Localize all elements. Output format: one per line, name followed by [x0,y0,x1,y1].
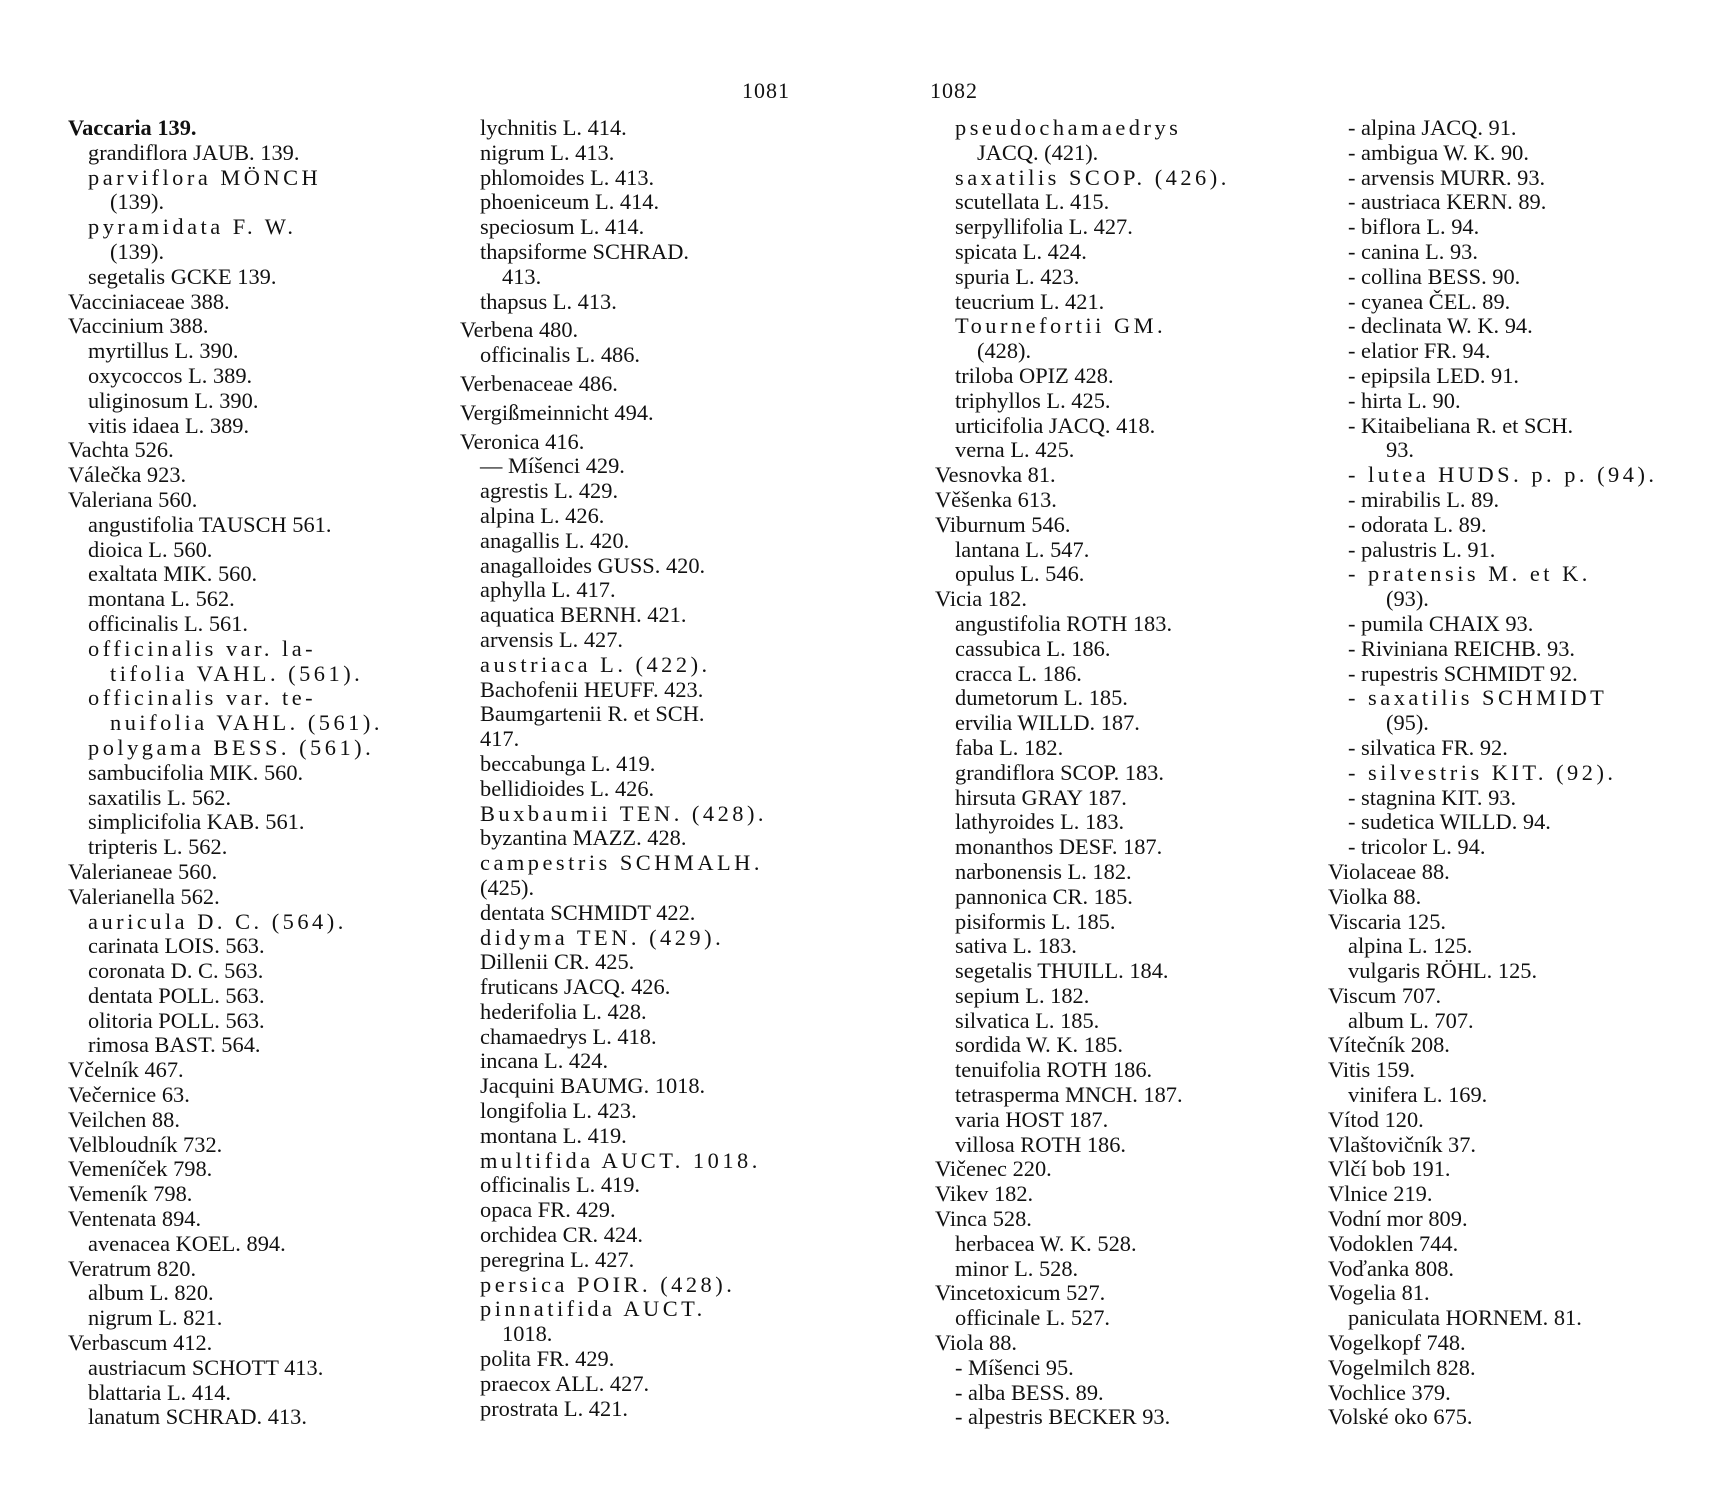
index-entry: simplicifolia KAB. 561. [88,809,305,835]
index-entry: - pumila CHAIX 93. [1348,610,1534,636]
index-entry: album L. 820. [88,1280,214,1306]
index-entry: varia HOST 187. [955,1106,1109,1132]
index-entry: Vodoklen 744. [1328,1230,1459,1256]
index-entry: urticifolia JACQ. 418. [955,412,1156,438]
index-entry: paniculata HORNEM. 81. [1348,1305,1582,1331]
index-entry: angustifolia TAUSCH 561. [88,511,332,537]
index-entry: monanthos DESF. 187. [955,834,1163,860]
index-entry: ervilia WILLD. 187. [955,710,1140,736]
index-entry: Vogelia 81. [1328,1280,1430,1306]
index-entry: segetalis GCKE 139. [88,263,277,289]
index-entry: Verbena 480. [460,317,579,343]
index-entry: nigrum L. 821. [88,1305,223,1331]
index-entry: officinalis L. 419. [480,1172,641,1198]
index-entry: teucrium L. 421. [955,288,1105,314]
index-entry: cassubica L. 186. [955,635,1111,661]
index-entry: (425). [480,874,535,900]
index-entry: - ambigua W. K. 90. [1348,139,1529,165]
index-entry: - Kitaibeliana R. et SCH. [1348,412,1574,438]
index-entry: hederifolia L. 428. [480,998,647,1024]
index-entry: austriacum SCHOTT 413. [88,1354,324,1380]
index-entry: Vitis 159. [1328,1057,1415,1083]
index-entry: alpina L. 125. [1348,933,1473,959]
index-entry: Vergißmeinnicht 494. [460,399,654,425]
index-entry: Vemeník 798. [68,1181,193,1207]
index-entry: Vachta 526. [68,437,174,463]
index-entry: Vincetoxicum 527. [935,1280,1106,1306]
index-entry: blattaria L. 414. [88,1379,232,1405]
index-entry: Vogelkopf 748. [1328,1330,1466,1356]
index-entry: - alpestris BECKER 93. [955,1404,1171,1430]
index-entry: Buxbaumii TEN. (428). [480,800,768,826]
index-entry: narbonensis L. 182. [955,858,1132,884]
index-entry: olitoria POLL. 563. [88,1007,265,1033]
index-entry: Jacquini BAUMG. 1018. [480,1073,706,1099]
index-entry: spicata L. 424. [955,238,1087,264]
index-entry: Vlčí bob 191. [1328,1156,1451,1182]
index-entry: faba L. 182. [955,734,1064,760]
index-entry: Tournefortii GM. [955,313,1167,339]
index-entry: thapsus L. 413. [480,288,617,314]
index-entry: polita FR. 429. [480,1346,615,1372]
index-entry: pisiformis L. 185. [955,908,1116,934]
index-entry: - cyanea ČEL. 89. [1348,288,1511,314]
index-entry: triphyllos L. 425. [955,387,1111,413]
index-entry: Věšenka 613. [935,486,1057,512]
index-entry: Baumgartenii R. et SCH. [480,701,705,727]
index-entry: Vlaštovičník 37. [1328,1131,1477,1157]
index-entry: - rupestris SCHMIDT 92. [1348,660,1578,686]
index-entry: 417. [480,726,520,752]
index-entry: - biflora L. 94. [1348,214,1480,240]
index-entry: Vacciniaceae 388. [68,288,230,314]
index-entry: villosa ROTH 186. [955,1131,1127,1157]
index-entry: - palustris L. 91. [1348,536,1496,562]
index-entry: pannonica CR. 185. [955,883,1133,909]
index-entry: officinalis var. la- [88,635,317,661]
index-entry: dentata SCHMIDT 422. [480,899,696,925]
index-entry: saxatilis L. 562. [88,784,232,810]
index-entry: album L. 707. [1348,1007,1474,1033]
index-entry: Voďanka 808. [1328,1255,1455,1281]
index-entry: spuria L. 423. [955,263,1080,289]
index-entry: Vítod 120. [1328,1106,1424,1132]
index-entry: aquatica BERNH. 421. [480,602,687,628]
index-entry: - alba BESS. 89. [955,1379,1104,1405]
index-entry: multifida AUCT. 1018. [480,1147,761,1173]
index-entry: - silvestris KIT. (92). [1348,759,1617,785]
index-entry: 413. [502,263,542,289]
index-entry: aphylla L. 417. [480,577,616,603]
index-entry: alpina L. 426. [480,502,605,528]
index-entry: parviflora MÖNCH [88,164,322,190]
index-entry: peregrina L. 427. [480,1246,635,1272]
index-entry: longifolia L. 423. [480,1098,637,1124]
index-entry: angustifolia ROTH 183. [955,610,1173,636]
index-entry: serpyllifolia L. 427. [955,214,1133,240]
index-entry: agrestis L. 429. [480,478,619,504]
index-entry: Vogelmilch 828. [1328,1354,1476,1380]
index-entry: Valerianeae 560. [68,858,218,884]
index-entry: myrtillus L. 390. [88,338,239,364]
index-entry: Velbloudník 732. [68,1131,223,1157]
index-entry: (139). [110,189,165,215]
index-entry: coronata D. C. 563. [88,958,264,984]
index-entry: Veratrum 820. [68,1255,197,1281]
index-entry: lantana L. 547. [955,536,1090,562]
index-entry: saxatilis SCOP. (426). [955,164,1230,190]
index-entry: pinnatifida AUCT. [480,1296,706,1322]
index-entry: - austriaca KERN. 89. [1348,189,1547,215]
index-entry: Dillenii CR. 425. [480,949,635,975]
index-entry: chamaedrys L. 418. [480,1023,657,1049]
index-entry: beccabunga L. 419. [480,750,656,776]
index-entry: thapsiforme SCHRAD. [480,238,689,264]
index-entry: Viola 88. [935,1330,1017,1356]
index-entry: tetrasperma MNCH. 187. [955,1082,1183,1108]
index-entry: Valeriana 560. [68,486,198,512]
index-entry: dentata POLL. 563. [88,982,265,1008]
index-entry: JACQ. (421). [977,139,1099,165]
index-entry: phlomoides L. 413. [480,164,655,190]
index-entry: Verbenaceae 486. [460,370,618,396]
index-entry: montana L. 562. [88,586,235,612]
index-entry: opaca FR. 429. [480,1197,616,1223]
index-entry: - alpina JACQ. 91. [1348,115,1517,140]
index-entry: dioica L. 560. [88,536,213,562]
index-entry: Violka 88. [1328,883,1422,909]
index-entry: exaltata MIK. 560. [88,561,258,587]
index-entry: Vochlice 379. [1328,1379,1451,1405]
index-entry: Vinca 528. [935,1206,1032,1232]
index-entry: praecox ALL. 427. [480,1370,650,1396]
index-entry: - declinata W. K. 94. [1348,313,1533,339]
index-entry: - saxatilis SCHMIDT [1348,685,1608,711]
index-entry: silvatica L. 185. [955,1007,1100,1033]
index-entry: scutellata L. 415. [955,189,1110,215]
index-entry: Večernice 63. [68,1082,190,1108]
index-entry: Volské oko 675. [1328,1404,1473,1430]
index-entry: opulus L. 546. [955,561,1085,587]
index-entry: grandiflora SCOP. 183. [955,759,1164,785]
index-entry: Vlnice 219. [1328,1181,1433,1207]
index-entry: vitis idaea L. 389. [88,412,250,438]
index-entry: - stagnina KIT. 93. [1348,784,1517,810]
index-column-1 [68,116,458,1430]
index-column-4 [1328,116,1728,1430]
index-entry: carinata LOIS. 563. [88,933,265,959]
index-entry: Vikev 182. [935,1181,1034,1207]
index-entry: Bachofenii HEUFF. 423. [480,676,704,702]
index-entry: Vemeníček 798. [68,1156,213,1182]
index-entry: 1018. [502,1321,553,1347]
index-entry: Veronica 416. [460,428,585,454]
index-entry: polygama BESS. (561). [88,734,375,760]
index-entry: 93. [1386,437,1414,463]
index-entry: orchidea CR. 424. [480,1222,643,1248]
index-entry: hirsuta GRAY 187. [955,784,1127,810]
index-entry: (139). [110,238,165,264]
index-entry: dumetorum L. 185. [955,685,1128,711]
index-entry: fruticans JACQ. 426. [480,974,671,1000]
index-entry: vinifera L. 169. [1348,1082,1488,1108]
index-entry: Veilchen 88. [68,1106,180,1132]
index-entry: (95). [1386,710,1429,736]
index-entry: officinale L. 527. [955,1305,1111,1331]
index-entry: grandiflora JAUB. 139. [88,139,300,165]
index-entry: uliginosum L. 390. [88,387,259,413]
index-entry: - hirta L. 90. [1348,387,1461,413]
index-entry: - mirabilis L. 89. [1348,486,1500,512]
index-entry: nuifolia VAHL. (561). [110,710,383,736]
index-entry: - canina L. 93. [1348,238,1478,264]
index-entry: auricula D. C. (564). [88,908,347,934]
index-entry: Vesnovka 81. [935,462,1056,488]
index-entry: sativa L. 183. [955,933,1077,959]
index-entry: tripteris L. 562. [88,834,228,860]
index-entry: rimosa BAST. 564. [88,1032,261,1058]
index-entry: Valerianella 562. [68,883,220,909]
index-entry: oxycoccos L. 389. [88,362,253,388]
index-entry: - silvatica FR. 92. [1348,734,1508,760]
index-entry: montana L. 419. [480,1122,627,1148]
index-entry: — Míšenci 429. [480,453,625,479]
index-entry: byzantina MAZZ. 428. [480,825,687,851]
index-entry: persica POIR. (428). [480,1271,736,1297]
index-entry: bellidioides L. 426. [480,775,655,801]
index-entry: - collina BESS. 90. [1348,263,1521,289]
index-entry: incana L. 424. [480,1048,609,1074]
index-entry: officinalis L. 561. [88,610,249,636]
index-entry: - Míšenci 95. [955,1354,1074,1380]
index-entry: nigrum L. 413. [480,139,615,165]
index-entry: - sudetica WILLD. 94. [1348,809,1551,835]
index-entry: - arvensis MURR. 93. [1348,164,1546,190]
index-entry: - lutea HUDS. p. p. (94). [1348,462,1658,488]
index-entry: sambucifolia MIK. 560. [88,759,304,785]
index-entry: vulgaris RÖHL. 125. [1348,958,1538,984]
index-entry: avenacea KOEL. 894. [88,1230,286,1256]
index-entry: - odorata L. 89. [1348,511,1487,537]
index-entry: sepium L. 182. [955,982,1090,1008]
index-entry: triloba OPIZ 428. [955,362,1114,388]
index-entry: - Riviniana REICHB. 93. [1348,635,1576,661]
index-entry: anagalloides GUSS. 420. [480,552,706,578]
index-entry: anagallis L. 420. [480,527,630,553]
index-entry: - epipsila LED. 91. [1348,362,1520,388]
index-entry: (428). [977,338,1032,364]
index-entry: Vítečník 208. [1328,1032,1450,1058]
index-entry: Válečka 923. [68,462,187,488]
index-entry: austriaca L. (422). [480,651,711,677]
index-entry: Viscaria 125. [1328,908,1447,934]
index-entry: (93). [1386,586,1429,612]
index-entry: lanatum SCHRAD. 413. [88,1404,307,1430]
index-entry: Vaccinium 388. [68,313,209,339]
index-entry: Violaceae 88. [1328,858,1450,884]
index-entry: officinalis L. 486. [480,342,641,368]
index-entry: - pratensis M. et K. [1348,561,1591,587]
index-entry: minor L. 528. [955,1255,1079,1281]
index-entry: tenuifolia ROTH 186. [955,1057,1153,1083]
index-entry: cracca L. 186. [955,660,1082,686]
index-entry: Ventenata 894. [68,1206,202,1232]
index-entry: arvensis L. 427. [480,626,624,652]
index-entry: campestris SCHMALH. [480,850,763,876]
index-entry: pyramidata F. W. [88,214,297,240]
index-entry: speciosum L. 414. [480,214,645,240]
index-entry: lathyroides L. 183. [955,809,1125,835]
index-entry: Vodní mor 809. [1328,1206,1468,1232]
page-number-right: 1082 [930,78,978,103]
index-entry: prostrata L. 421. [480,1395,628,1421]
index-entry: didyma TEN. (429). [480,924,725,950]
index-entry: Viscum 707. [1328,982,1442,1008]
index-entry: Vicia 182. [935,586,1027,612]
index-entry: - elatior FR. 94. [1348,338,1491,364]
index-column-3 [935,116,1335,1430]
index-entry: Viburnum 546. [935,511,1071,537]
index-entry: tifolia VAHL. (561). [110,660,364,686]
index-entry: sordida W. K. 185. [955,1032,1123,1058]
index-entry: herbacea W. K. 528. [955,1230,1137,1256]
page-number-left: 1081 [742,78,790,103]
index-entry: Verbascum 412. [68,1330,213,1356]
index-entry: Vaccaria 139. [68,115,197,140]
index-entry: verna L. 425. [955,437,1075,463]
index-entry: Vičenec 220. [935,1156,1052,1182]
index-entry: segetalis THUILL. 184. [955,958,1169,984]
index-column-2 [460,116,850,1421]
index-entry: phoeniceum L. 414. [480,189,660,215]
index-entry: lychnitis L. 414. [480,115,627,140]
index-entry: - tricolor L. 94. [1348,834,1486,860]
index-entry: pseudochamaedrys [955,115,1182,140]
index-entry: officinalis var. te- [88,685,317,711]
index-entry: Včelník 467. [68,1057,184,1083]
